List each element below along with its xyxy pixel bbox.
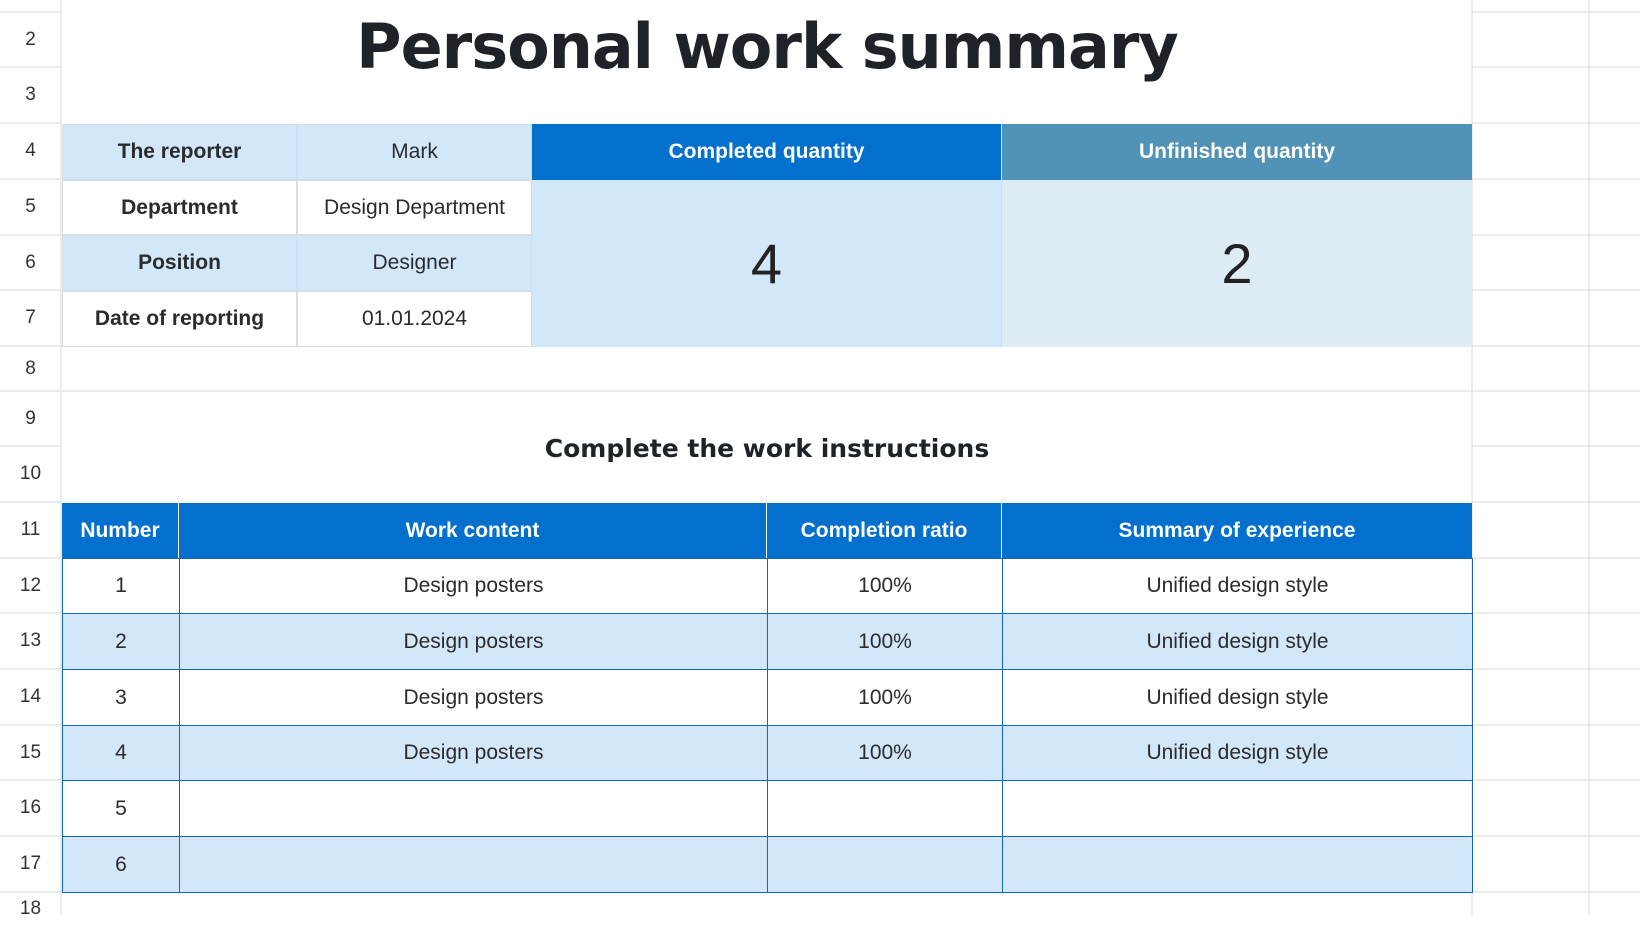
table-cell-completion-ratio[interactable]: 100% bbox=[767, 669, 1003, 726]
date-value-cell[interactable]: 01.01.2024 bbox=[297, 291, 532, 347]
position-value-cell[interactable]: Designer bbox=[297, 235, 532, 291]
row-header-2[interactable]: 2 bbox=[25, 28, 36, 50]
table-cell-number[interactable]: 2 bbox=[62, 613, 180, 670]
table-header-work-content[interactable]: Work content bbox=[179, 503, 767, 558]
table-cell-completion-ratio[interactable]: 100% bbox=[767, 725, 1003, 781]
table-cell-summary[interactable]: Unified design style bbox=[1002, 669, 1473, 726]
unfinished-quantity-header[interactable]: Unfinished quantity bbox=[1002, 124, 1472, 180]
table-cell-number[interactable]: 4 bbox=[62, 725, 180, 781]
completed-quantity-value[interactable]: 4 bbox=[532, 180, 1002, 347]
row-header-10[interactable]: 10 bbox=[19, 463, 42, 484]
row-header-14[interactable]: 14 bbox=[19, 686, 42, 707]
table-cell-number[interactable]: 6 bbox=[62, 836, 180, 893]
completed-quantity-header[interactable]: Completed quantity bbox=[532, 124, 1002, 180]
table-cell-completion-ratio[interactable] bbox=[767, 780, 1003, 837]
row-header-18[interactable]: 18 bbox=[19, 898, 42, 919]
position-label-cell[interactable]: Position bbox=[62, 235, 297, 291]
date-label-cell[interactable]: Date of reporting bbox=[62, 291, 297, 347]
row-header-13[interactable]: 13 bbox=[19, 630, 42, 651]
row-header-3[interactable]: 3 bbox=[25, 84, 36, 105]
table-cell-number[interactable]: 1 bbox=[62, 558, 180, 614]
reporter-value-cell[interactable]: Mark bbox=[297, 124, 532, 180]
table-cell-summary[interactable] bbox=[1002, 780, 1473, 837]
row-header-16[interactable]: 16 bbox=[19, 797, 42, 818]
section-title[interactable]: Complete the work instructions bbox=[544, 433, 990, 463]
row-header-11[interactable]: 11 bbox=[20, 519, 41, 540]
table-cell-number[interactable]: 5 bbox=[62, 780, 180, 837]
unfinished-quantity-value[interactable]: 2 bbox=[1002, 180, 1472, 347]
table-cell-work-content[interactable]: Design posters bbox=[179, 669, 768, 726]
table-header-number[interactable]: Number bbox=[62, 503, 179, 558]
row-header-6[interactable]: 6 bbox=[25, 251, 36, 273]
table-cell-work-content[interactable] bbox=[179, 836, 768, 893]
table-cell-summary[interactable]: Unified design style bbox=[1002, 725, 1473, 781]
row-header-9[interactable]: 9 bbox=[25, 407, 36, 429]
table-cell-work-content[interactable]: Design posters bbox=[179, 558, 768, 614]
table-header-summary[interactable]: Summary of experience bbox=[1002, 503, 1472, 558]
table-cell-completion-ratio[interactable]: 100% bbox=[767, 613, 1003, 670]
table-cell-completion-ratio[interactable]: 100% bbox=[767, 558, 1003, 614]
table-cell-summary[interactable]: Unified design style bbox=[1002, 613, 1473, 670]
table-cell-number[interactable]: 3 bbox=[62, 669, 180, 726]
row-header-4[interactable]: 4 bbox=[25, 140, 36, 161]
department-value-cell[interactable]: Design Department bbox=[297, 180, 532, 235]
row-header-17[interactable]: 17 bbox=[19, 853, 42, 874]
table-cell-summary[interactable]: Unified design style bbox=[1002, 558, 1473, 614]
row-header-12[interactable]: 12 bbox=[19, 574, 42, 596]
table-cell-summary[interactable] bbox=[1002, 836, 1473, 893]
table-cell-work-content[interactable] bbox=[179, 780, 768, 837]
page-title[interactable]: Personal work summary bbox=[356, 9, 1178, 83]
row-header-15[interactable]: 15 bbox=[19, 741, 42, 763]
table-cell-completion-ratio[interactable] bbox=[767, 836, 1003, 893]
department-label-cell[interactable]: Department bbox=[62, 180, 297, 235]
row-header-7[interactable]: 7 bbox=[25, 307, 36, 328]
table-cell-work-content[interactable]: Design posters bbox=[179, 725, 768, 781]
row-header-8[interactable]: 8 bbox=[25, 357, 36, 379]
row-header-5[interactable]: 5 bbox=[25, 196, 36, 217]
table-header-completion-ratio[interactable]: Completion ratio bbox=[767, 503, 1002, 558]
table-cell-work-content[interactable]: Design posters bbox=[179, 613, 768, 670]
reporter-label-cell[interactable]: The reporter bbox=[62, 124, 297, 180]
